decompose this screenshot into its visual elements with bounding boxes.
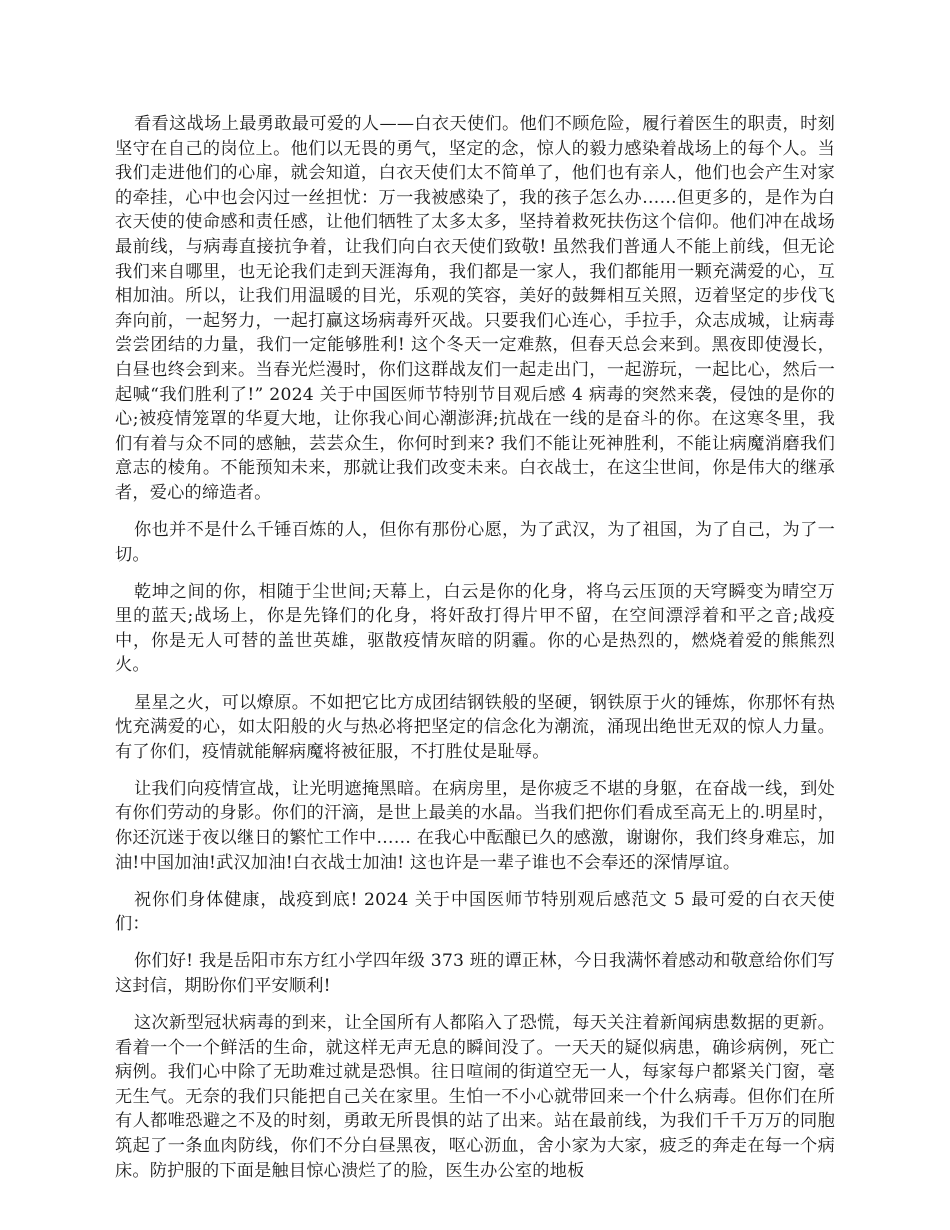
paragraph-3: 乾坤之间的你，相随于尘世间;天幕上，白云是你的化身，将乌云压顶的天穹瞬变为晴空万里的蓝天;战场上，你是先锋们的化身，将奸敌打得片甲不留，在空间漂浮着和平之音;战疫中，你是无人可替的盖世英雄，驱散疫情灰暗的阴霾。你的心是热烈的，燃烧着爱的熊熊烈火。 [115,581,835,676]
paragraph-8: 这次新型冠状病毒的到来，让全国所有人都陷入了恐慌，每天关注着新闻病患数据的更新。看着一个一个鲜活的生命，就这样无声无息的瞬间没了。一天天的疑似病患，确诊病例，死亡病例。我们心中除了无助难过就是恐惧。往日喧闹的街道空无一人，每家每户都紧关门窗，毫无生气。无奈的我们只能把自己关在家里。生怕一不小心就带回来一个什么病毒。但你们在所有人都唯恐避之不及的时刻，勇敢无所畏惧的站了出来。站在最前线，为我们千千万万的同胞筑起了一条血肉防线，你们不分白昼黑夜，呕心沥血，舍小家为大家，疲乏的奔走在每一个病床。防护服的下面是触目惊心溃烂了的脸，医生办公室的地板 [115,1013,835,1181]
paragraph-6: 祝你们身体健康，战疫到底! 2024 关于中国医师节特别观后感范文 5 最可爱的白衣天使们： [115,889,835,935]
paragraph-7: 你们好! 我是岳阳市东方红小学四年级 373 班的谭正林，今日我满怀着感动和敬意给你们写这封信，期盼你们平安顺利! [115,951,835,996]
paragraph-2: 你也并不是什么千锤百炼的人，但你有那份心愿，为了武汉，为了祖国，为了自己，为了一切。 [115,520,835,565]
document-body [115,112,835,1196]
paragraph-1: 看看这战场上最勇敢最可爱的人——白衣天使们。他们不顾危险，履行着医生的职责，时刻坚守在自己的岗位上。他们以无畏的勇气，坚定的念，惊人的毅力感染着战场上的每个人。当我们走进他们的心扉，就会知道，白衣天使们太不简单了，他们也有亲人，他们也会产生对家的牵挂，心中也会闪过一丝担忧：万一我被感染了，我的孩子怎么办……但更多的，是作为白衣天使的使命感和责任感，让他们牺牲了太多太多，坚持着救死扶伤这个信仰。他们冲在战场最前线，与病毒直接抗争着，让我们向白衣天使们致敬! 虽然我们普通人不能上前线，但无论我们来自哪里，也无论我们走到天涯海角，我们都是一家人，我们都能用一颗充满爱的心，互相加油。所以，让我们用温暖的目光，乐观的笑容，美好的鼓舞相互关照，迈着坚定的步伐飞奔向前，一起努力，一起打赢这场病毒歼灭战。只要我们心连心，手拉手，众志成城，让病毒尝尝团结的力量，我们一定能够胜利! 这个冬天一定难熬，但春天总会来到。黑夜即使漫长，白昼也终会到来。当春光烂漫时，你们这群战友们一起走出门，一起游玩，一起比心，然后一起喊“我们胜利了!” 2024 关于中国医师节特别节目观后感 4 病毒的突然来袭，侵蚀的是你的心;被疫情笼罩的华夏大地，让你我心间心潮澎湃;抗战在一线的是奋斗的你。在这寒冬里，我们有着与众不同的感触，芸芸众生，你何时到来? 我们不能让死神胜利，不能让病魔消磨我们意志的棱角。不能预知未来，那就让我们改变未来。白衣战士，在这尘世间，你是伟大的继承者，爱心的缔造者。 [115,114,835,503]
paragraph-5: 让我们向疫情宣战，让光明遮掩黑暗。在病房里，是你疲乏不堪的身躯，在奋战一线，到处有你们劳动的身影。你们的汗滴，是世上最美的水晶。当我们把你们看成至高无上的.明星时，你还沉迷于夜以继日的繁忙工作中…… 在我心中酝酿已久的感激，谢谢你，我们终身难忘，加油!中国加油!武汉加油!白衣战士加油! 这也许是一辈子谁也不会奉还的深情厚谊。 [115,778,835,873]
paragraph-4: 星星之火，可以燎原。不如把它比方成团结钢铁般的坚硬，钢铁原于火的锤炼，你那怀有热忱充满爱的心，如太阳般的火与热必将把坚定的信念化为潮流，涌现出绝世无双的惊人力量。有了你们，疫情就能解病魔将被征服，不打胜仗是耻辱。 [115,692,835,762]
